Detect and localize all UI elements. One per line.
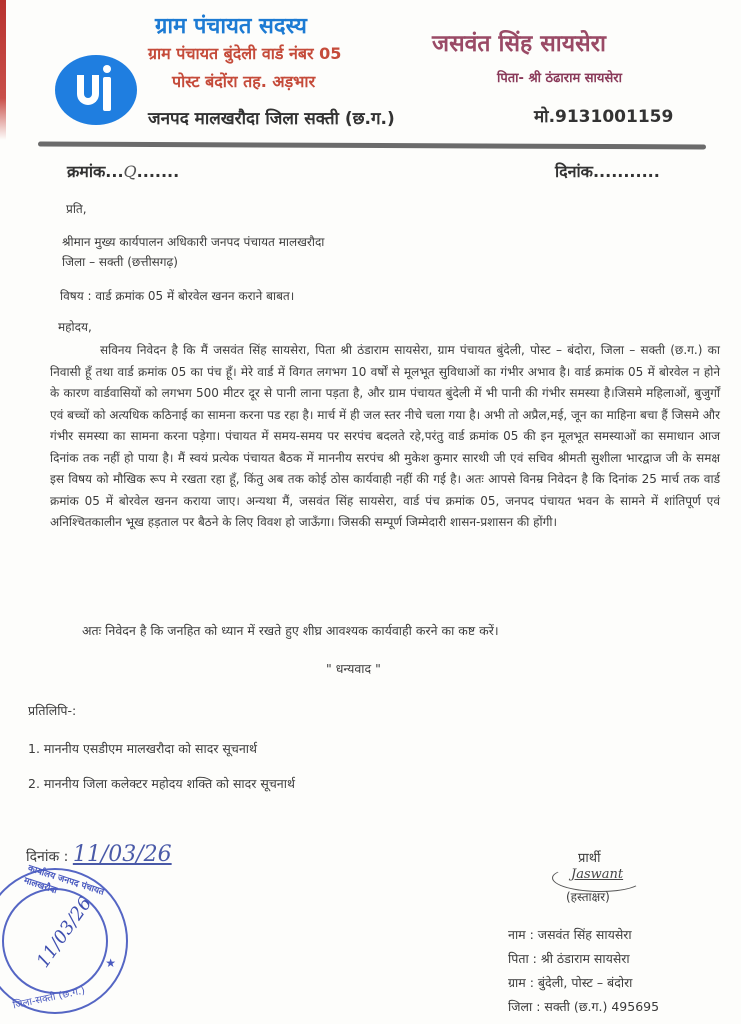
- sender-district: जिला : सक्ती (छ.ग.) 495695: [508, 999, 660, 1014]
- stamp-received-date: 11/03/26: [32, 893, 97, 972]
- letterhead-title: ग्राम पंचायत सदस्य: [155, 14, 307, 39]
- star-icon: ★: [105, 956, 116, 970]
- logo-glyph-u: [77, 75, 99, 105]
- letterhead-father: पिता- श्री ठंढाराम सायसेरा: [497, 71, 622, 86]
- copy-item: 2. माननीय जिला कलेक्टर महोदय शक्ति को सादर सूचनार्थ: [28, 776, 295, 791]
- signed-date-label: दिनांक :: [26, 849, 69, 865]
- copies-label: प्रतिलिपि-:: [28, 703, 77, 718]
- addressee-line1: श्रीमान मुख्य कार्यपालन अधिकारी जनपद पंचायत मालखरौदा: [62, 235, 325, 249]
- dinank-label: दिनांक: [555, 162, 593, 181]
- salutation: महोदय,: [58, 320, 92, 334]
- addressee-line2: जिला – सक्ती (छत्तीसगढ़): [62, 255, 178, 269]
- letter-body: सविनय निवेदन है कि मैं जसवंत सिंह सायसेरा, पिता श्री ठंडाराम सायसेरा, ग्राम पंचायत बुंदेली, पोस्ट – बंदोरा, जिला – सक्ती (छ.ग.) का निवासी हूँ तथा वार्ड क्रमांक 05 का पंच हूँ। मेरे वार्ड में विगत लगभग 10 वर्षों से मूलभूत सुविधाओं का गंभीर अभाव है। वार्ड क्रमांक 05 में बोरवेल न होने के कारण वार्डवासियों को लगभग 500 मीटर दूर से पानी लाना पड़ता है, और ग्राम पंचायत बुंदेली में भी पानी की गंभीर समस्या है।जिसमे महिलाओं, बुजुर्गों एवं बच्चों को अत्यधिक कठिनाई का सामना करना पड रहा है। मार्च में ही जल स्तर नीचे चला गया है। अभी तो अप्रैल,मई, जून का माहिना बचा हैं जिसमे और गंभीर समस्या का सामना करना पड़ेगा। पंचायत में समय-समय पर सरपंच बदलते रहे,परंतु वार्ड क्रमांक 05 की इन मूलभूत समस्याओं का समाधान आज दिनांक तक नहीं हो पाया है। मैं स्वयं प्रत्येक पंचायत बैठक में माननीय सरपंच श्री मुकेश कुमार सारथी जी एवं सचिव श्रीमती सुशीला भारद्वाज जी के समक्ष इस विषय को मौखिक रूप मे रखता रहा हूँ, किंतु अब तक कोई ठोस कार्यवाही नहीं की गई है। अतः आपसे विनम्र निवेदन है कि दिनांक 25 मार्च तक वार्ड क्रमांक 05 में बोरवेल खनन कराया जाए। अन्यथा मैं, जसवंत सिंह सायसेरा, वार्ड पंच क्रमांक 05, जनपद पंचायत भवन के सामने में शांतिपूर्ण एवं अनिश्चितकालीन भूख हड़ताल पर बैठने के लिए विवश हो जाऊँगा। जिसकी सम्पूर्ण जिम्मेदारी शासन-प्रशासन की होंगी।: [50, 343, 720, 529]
- stamp-bottom-text: जिला-सक्ती (छ.ग.): [11, 985, 87, 1012]
- sender-village: ग्राम : बुंदेली, पोस्ट – बंदोरा: [508, 975, 633, 990]
- signature-caption: (हस्ताक्षर): [566, 890, 610, 904]
- logo-glyph-dot: [103, 65, 111, 73]
- photo-edge-strip: [0, 0, 6, 140]
- panchayat-logo-icon: [55, 55, 137, 125]
- subject: विषय : वार्ड क्रमांक 05 में बोरवेल खनन कराने बाबत।: [60, 289, 295, 303]
- letterhead-post: पोस्ट बंदोंरा तह. अड़भार: [172, 72, 316, 91]
- kramank-label: क्रमांक...: [67, 162, 124, 181]
- letterhead-mobile: मो.9131001159: [534, 107, 674, 127]
- signature-scrawl: Jaswant: [571, 867, 624, 882]
- copy-item: 1. माननीय एसडीएम मालखरौदा को सादर सूचनार्थ: [28, 741, 257, 756]
- kramank-value: Q: [123, 162, 137, 181]
- reference-number: [67, 160, 179, 182]
- prati: प्रति,: [66, 202, 87, 216]
- signature-label: प्रार्थी: [578, 851, 601, 866]
- letterhead-divider: [38, 142, 706, 150]
- signed-date-value: 11/03/26: [72, 842, 172, 867]
- stamp-ring-text: कार्यालय जनपद पंचायत मालखरौदा: [22, 863, 106, 898]
- reference-date: [555, 160, 660, 182]
- sender-father: पिता : श्री ठंडाराम सायसेरा: [508, 951, 630, 966]
- logo-glyph-stem: [103, 77, 111, 111]
- kramank-dots: .......: [136, 162, 180, 181]
- closing-request: अतः निवेदन है कि जनहित को ध्यान में रखते हुए शीघ्र आवश्यक कार्यवाही करने का कष्ट करें।: [82, 623, 499, 638]
- letterhead-ward: ग्राम पंचायत बुंदेली वार्ड नंबर 05: [148, 44, 342, 63]
- letterhead-name: जसवंत सिंह सायसेरा: [432, 31, 607, 57]
- thanks: " धन्यवाद ": [326, 661, 381, 676]
- letterhead-district: जनपद मालखरौदा जिला सक्ती (छ.ग.): [148, 109, 395, 129]
- dinank-dots: ...........: [592, 162, 660, 181]
- office-stamp: [0, 863, 128, 1014]
- sender-name: नाम : जसवंत सिंह सायसेरा: [508, 927, 632, 942]
- signed-date: [26, 842, 172, 867]
